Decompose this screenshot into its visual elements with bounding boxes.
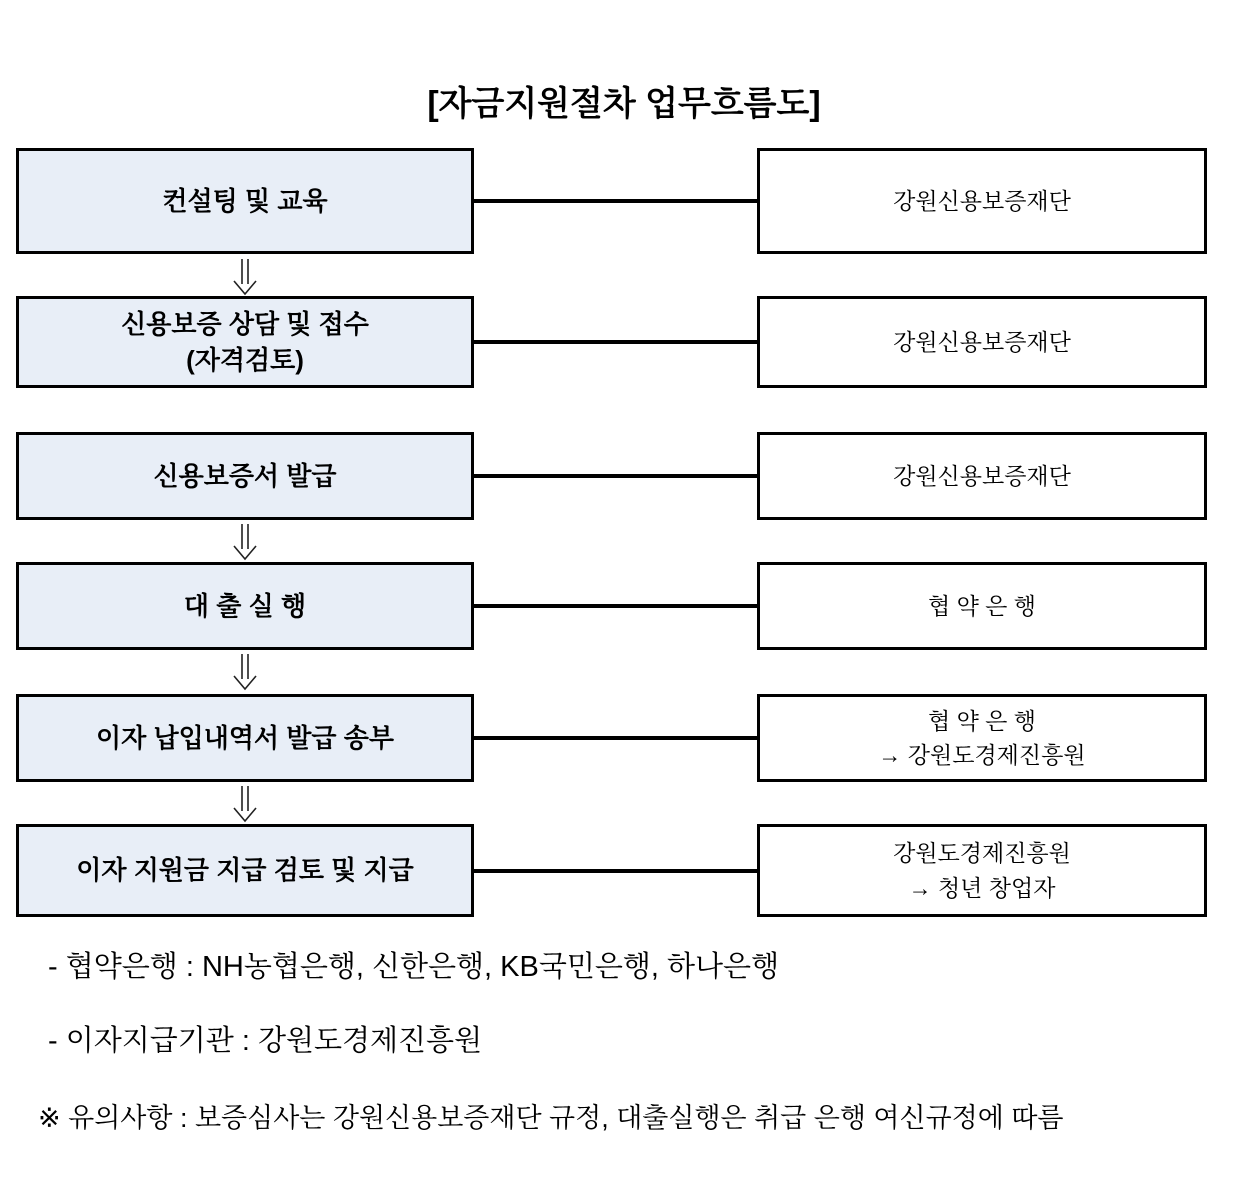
agency-box-1 (757, 148, 1207, 254)
step-label: 이자 지원금 지급 검토 및 지급 (76, 855, 414, 886)
agency-label: 협 약 은 행 (927, 592, 1037, 619)
agency-label: 협 약 은 행 (927, 707, 1037, 734)
flow-row-3 (0, 432, 1248, 520)
step-label: 이자 납입내역서 발급 송부 (96, 722, 394, 753)
agency-label: 강원신용보증재단 (893, 187, 1071, 214)
page-title: [자금지원절차 업무흐름도] (427, 85, 821, 123)
step-label: 컨설팅 및 교육 (162, 185, 328, 216)
connector-line (471, 340, 759, 344)
flow-row-5 (0, 694, 1248, 782)
agency-label-line2: → 청년 창업자 (908, 874, 1056, 901)
step-box-consulting (16, 148, 474, 254)
step-label: 신용보증 상담 및 접수 (121, 308, 369, 339)
agency-box-3 (757, 432, 1207, 520)
note-interest-agency: - 이자지급기관 : 강원도경제진흥원 (48, 1025, 483, 1057)
flow-row-6 (0, 824, 1248, 917)
down-arrow-icon (229, 523, 261, 561)
step-box-application (16, 296, 474, 388)
down-arrow-icon (229, 785, 261, 823)
connector-line (471, 869, 759, 873)
step-label: 신용보증서 발급 (153, 460, 337, 491)
note-partner-banks: - 협약은행 : NH농협은행, 신한은행, KB국민은행, 하나은행 (48, 951, 780, 983)
step-box-loan-execution (16, 562, 474, 650)
agency-box-5 (757, 694, 1207, 782)
agency-label-line2: → 강원도경제진흥원 (878, 742, 1086, 768)
agency-box-6 (757, 824, 1207, 917)
flow-row-1 (0, 148, 1248, 254)
step-label: 대 출 실 행 (183, 590, 307, 621)
agency-box-2 (757, 296, 1207, 388)
connector-line (471, 199, 759, 203)
step-label-line2: (자격검토) (186, 345, 304, 375)
step-box-subsidy-payment (16, 824, 474, 917)
agency-label: 강원신용보증재단 (893, 462, 1071, 489)
flow-row-2 (0, 296, 1248, 388)
agency-label: 강원도경제진흥원 (893, 840, 1071, 866)
connector-line (471, 604, 759, 608)
connector-line (471, 736, 759, 740)
flow-row-4 (0, 562, 1248, 650)
agency-box-4 (757, 562, 1207, 650)
step-box-guarantee-issue (16, 432, 474, 520)
agency-label: 강원신용보증재단 (893, 328, 1071, 355)
note-caution: ※ 유의사항 : 보증심사는 강원신용보증재단 규정, 대출실행은 취급 은행 여신규정에 따름 (38, 1103, 1064, 1133)
step-box-interest-statement (16, 694, 474, 782)
down-arrow-icon (229, 653, 261, 691)
connector-line (471, 474, 759, 478)
down-arrow-icon (229, 258, 261, 296)
